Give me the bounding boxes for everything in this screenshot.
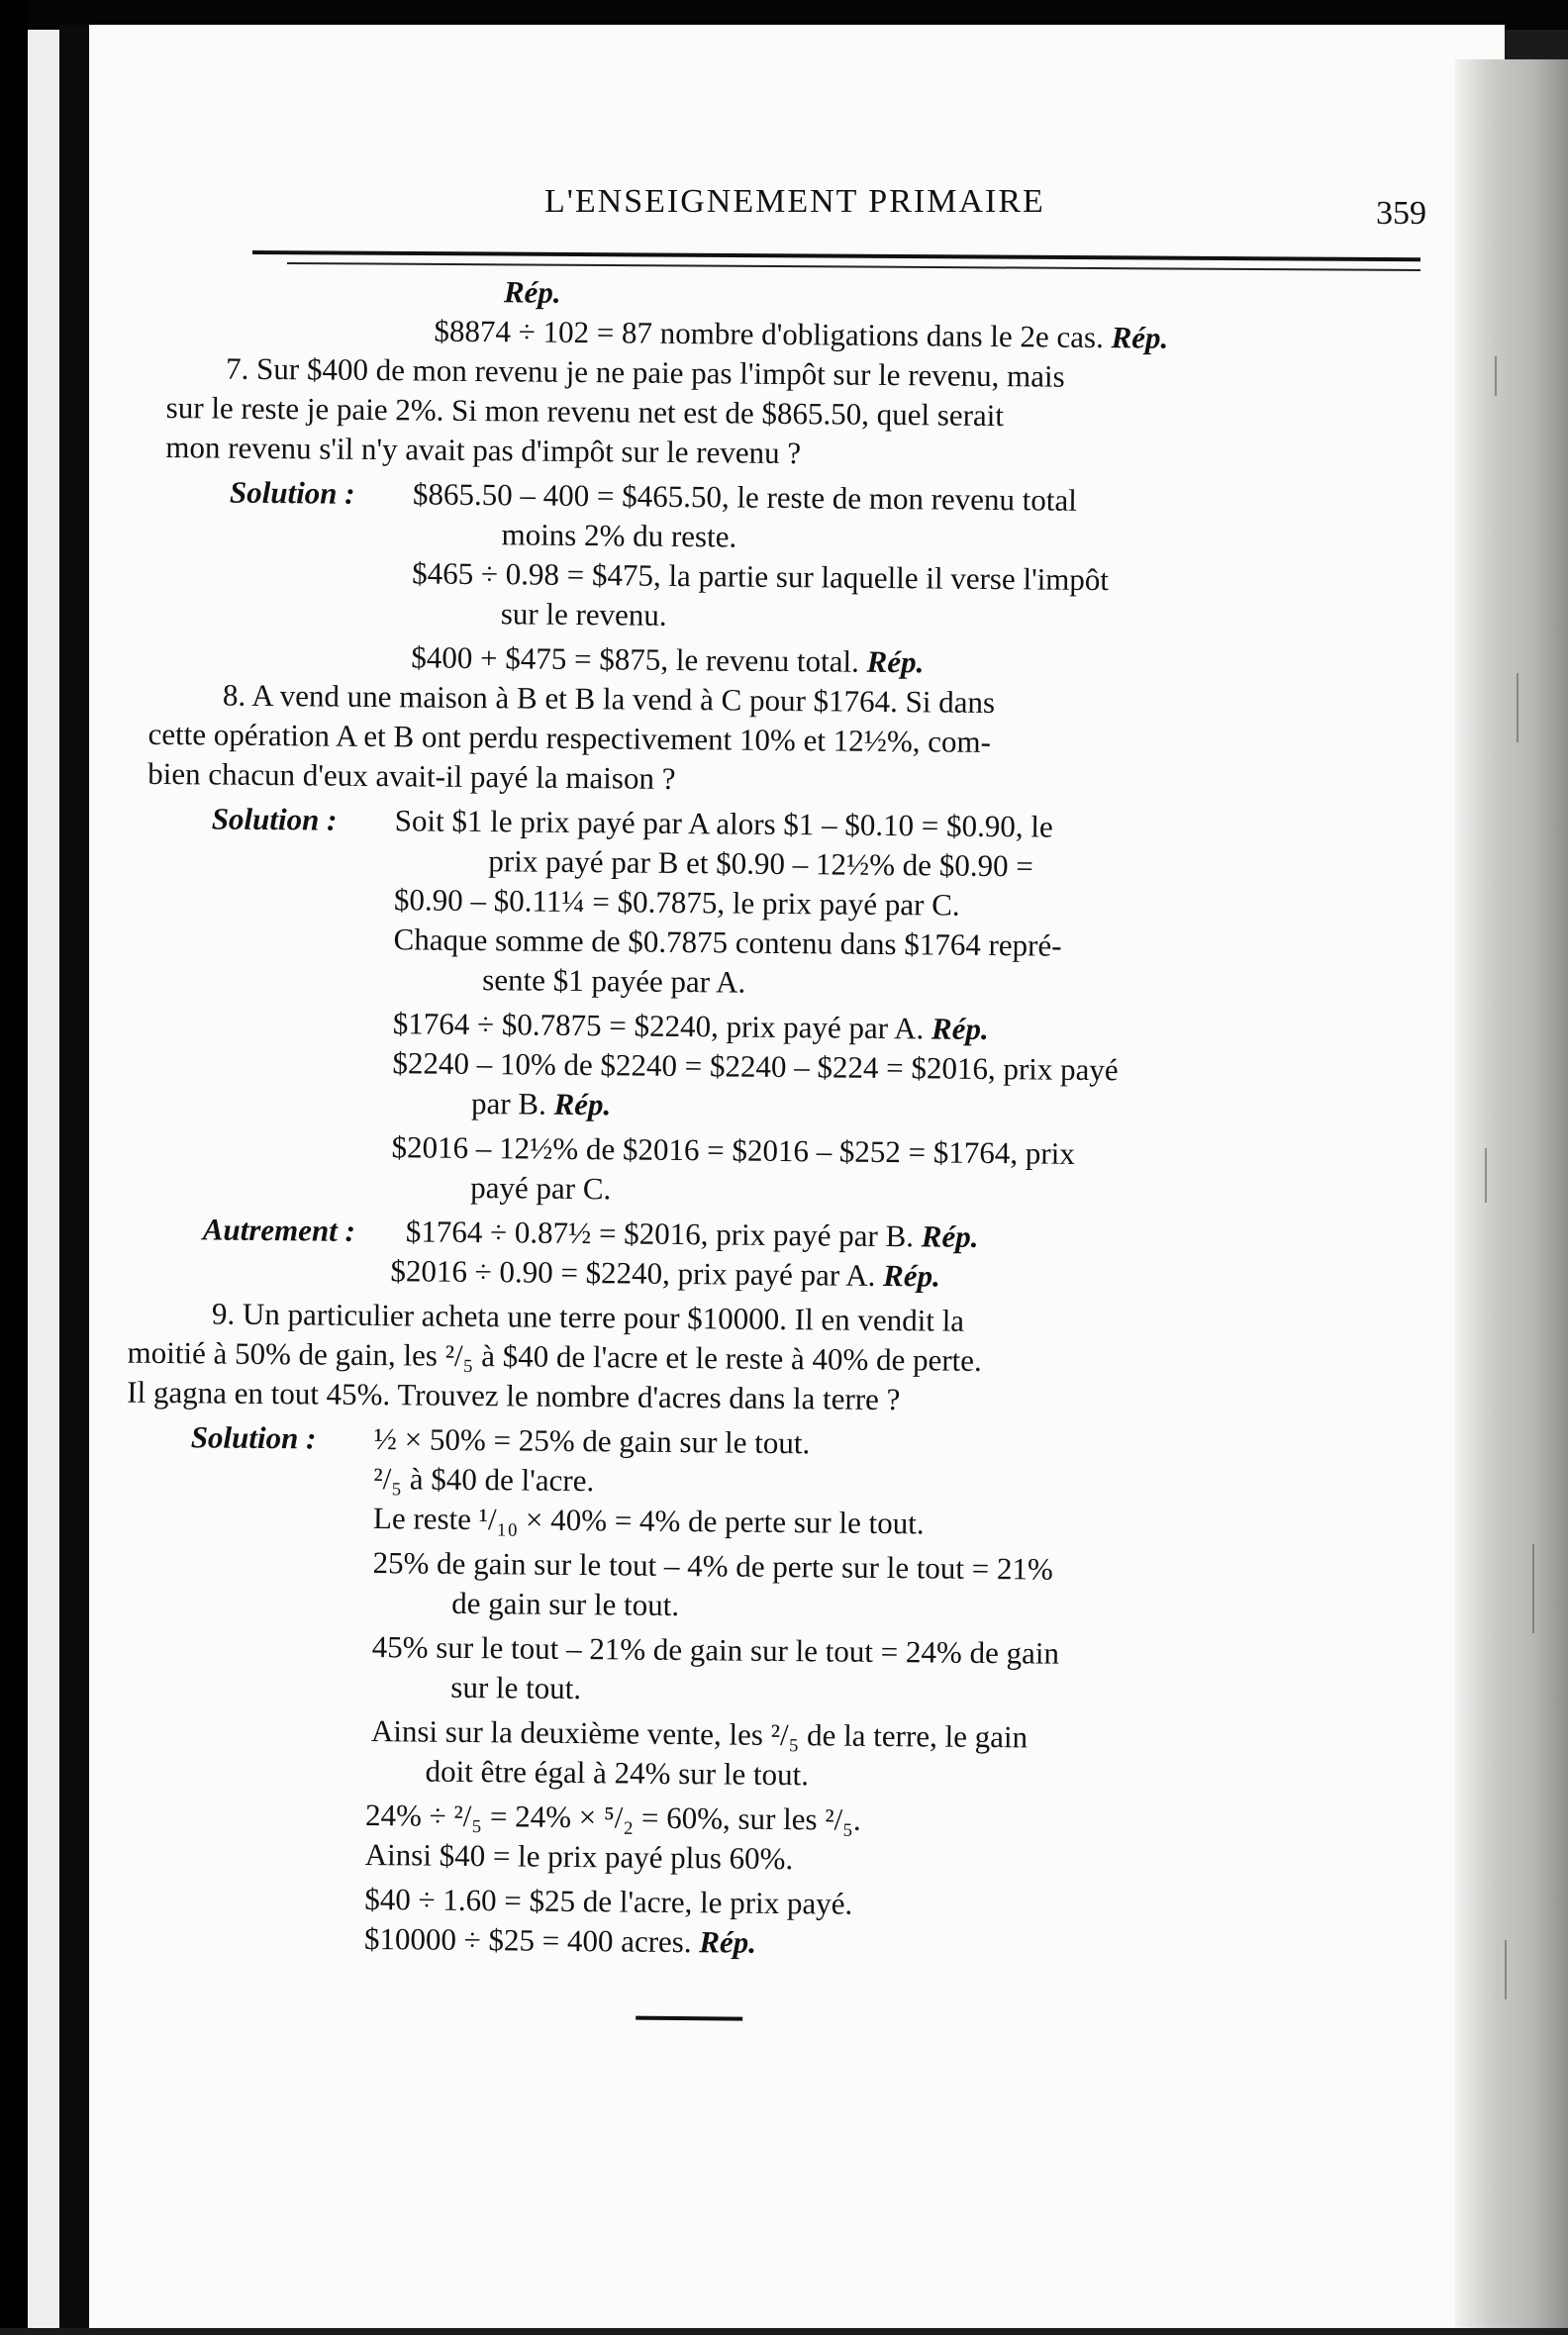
line-text: $40 ÷ 1.60 = $25 de l'acre, le prix payé. <box>364 1882 852 1921</box>
facing-page-edge <box>28 30 59 2328</box>
line-text: 8. A vend une maison à B et B la vend à C pour $1764. Si dans <box>223 678 995 720</box>
line-text: Ainsi sur la deuxième vente, les ²/₅ de la terre, le gain <box>371 1713 1028 1754</box>
line-label: Solution : <box>191 1419 374 1457</box>
line-text: $2240 – 10% de $2240 = $2240 – $224 = $2016, prix payé <box>392 1045 1119 1087</box>
line-text: de gain sur le tout. <box>451 1586 679 1622</box>
text-line <box>501 517 736 554</box>
line-text: doit être égal à 24% sur le tout. <box>425 1754 809 1793</box>
line-text: $10000 ÷ $25 = 400 acres. <box>364 1921 700 1959</box>
text-line <box>488 843 1033 884</box>
line-text: Il gagna en tout 45%. Trouvez le nombre d'acres dans la terre ? <box>127 1375 901 1416</box>
page-edge-speck <box>1532 1544 1534 1633</box>
text-line <box>364 1921 756 1961</box>
line-text: par B. <box>471 1086 554 1121</box>
line-label: Solution : <box>230 475 413 513</box>
line-text: $8874 ÷ 102 = 87 nombre d'obligations dans le 2e cas. <box>434 314 1111 355</box>
line-text: bien chacun d'eux avait-il payé la maison ? <box>147 756 676 796</box>
line-text: payé par C. <box>470 1170 611 1206</box>
answer-marker: Rép. <box>866 644 924 680</box>
text-line <box>203 1212 979 1255</box>
text-line <box>450 1670 581 1706</box>
running-head: L'ENSEIGNEMENT PRIMAIRE <box>544 183 1045 221</box>
line-label: Solution : <box>212 801 395 838</box>
text-line <box>373 1461 594 1499</box>
line-text: $1764 ÷ $0.7875 = $2240, prix payé par A. <box>393 1006 932 1045</box>
text-line <box>393 1006 989 1047</box>
line-text: $0.90 – $0.11¼ = $0.7875, le prix payé par C. <box>394 882 960 922</box>
line-text: Soit $1 le prix payé par A alors $1 – $0.10 = $0.90, le <box>395 803 1053 843</box>
line-text: ²/₅ à $40 de l'acre. <box>373 1461 594 1498</box>
line-text: sur le tout. <box>450 1670 581 1705</box>
text-line <box>223 678 995 721</box>
line-text: Chaque somme de $0.7875 contenu dans $1764 repré- <box>393 922 1061 962</box>
line-text: $865.50 – 400 = $465.50, le reste de mon revenu total <box>413 476 1077 517</box>
answer-marker: Rép. <box>504 274 561 310</box>
text-line <box>166 390 1005 434</box>
text-line <box>470 1170 611 1207</box>
line-text: 7. Sur $400 de mon revenu je ne paie pas l'impôt sur le revenu, mais <box>226 351 1065 394</box>
text-line <box>391 1129 1075 1172</box>
line-text: 25% de gain sur le tout – 4% de perte sur le tout = 21% <box>372 1545 1053 1587</box>
scan-left-border <box>0 0 28 2328</box>
text-line <box>412 555 1109 598</box>
page-stack-edge <box>1455 59 1568 2328</box>
line-text: prix payé par B et $0.90 – 12½% de $0.90 = <box>488 843 1033 883</box>
text-line <box>392 1045 1119 1088</box>
answer-marker: Rép. <box>931 1011 989 1046</box>
text-line <box>147 756 676 797</box>
text-line <box>434 314 1168 356</box>
text-line <box>425 1754 809 1794</box>
page-number: 359 <box>1376 195 1426 233</box>
line-text: Le reste ¹/₁₀ × 40% = 4% de perte sur le tout. <box>373 1501 925 1540</box>
line-text: mon revenu s'il n'y avait pas d'impôt sur le revenu ? <box>165 430 801 470</box>
line-text: $2016 ÷ 0.90 = $2240, prix payé par A. <box>390 1253 883 1293</box>
line-text: 9. Un particulier acheta une terre pour $10000. Il en vendit la <box>212 1296 964 1337</box>
text-line <box>372 1629 1060 1672</box>
page-edge-speck <box>1505 1940 1507 1999</box>
line-label: Autrement : <box>203 1212 406 1249</box>
answer-marker: Rép. <box>699 1924 756 1960</box>
text-line <box>504 274 561 311</box>
text-line <box>365 1837 794 1877</box>
line-text: 45% sur le tout – 21% de gain sur le tout = 24% de gain <box>372 1629 1059 1671</box>
line-text: sur le reste je paie 2%. Si mon revenu net est de $865.50, quel serait <box>166 390 1005 433</box>
line-text: $2016 – 12½% de $2016 = $2016 – $252 = $1764, prix <box>391 1129 1075 1171</box>
text-line <box>471 1086 612 1122</box>
text-line <box>365 1798 861 1838</box>
text-line <box>226 351 1065 395</box>
text-line <box>127 1335 982 1379</box>
book-page <box>89 25 1505 2328</box>
page-edge-speck <box>1495 356 1497 396</box>
line-text: Ainsi $40 = le prix payé plus 60%. <box>365 1837 794 1876</box>
text-line <box>191 1419 811 1461</box>
answer-marker: Rép. <box>553 1087 611 1122</box>
text-line <box>372 1545 1053 1588</box>
answer-marker: Rép. <box>1111 320 1168 355</box>
text-line <box>411 639 924 680</box>
line-text: 24% ÷ ²/₅ = 24% × ⁵/₂ = 60%, sur les ²/₅. <box>365 1798 861 1837</box>
text-line <box>165 430 801 471</box>
text-line <box>212 801 1053 844</box>
text-line <box>230 475 1077 519</box>
line-text: moitié à 50% de gain, les ²/₅ à $40 de l'acre et le reste à 40% de perte. <box>127 1335 981 1378</box>
line-text: $400 + $475 = $875, le revenu total. <box>411 639 867 678</box>
line-text: sente $1 payée par A. <box>482 962 745 1000</box>
line-text: $465 ÷ 0.98 = $475, la partie sur laquelle il verse l'impôt <box>412 555 1109 597</box>
page-body <box>78 18 1516 2335</box>
text-line <box>364 1882 852 1922</box>
line-text: $1764 ÷ 0.87½ = $2016, prix payé par B. <box>406 1214 922 1253</box>
page-edge-speck <box>1485 1148 1487 1203</box>
answer-marker: Rép. <box>922 1218 979 1254</box>
text-line <box>393 922 1061 963</box>
answer-marker: Rép. <box>883 1258 940 1294</box>
page-edge-speck <box>1517 673 1519 742</box>
line-text: ½ × 50% = 25% de gain sur le tout. <box>374 1421 811 1460</box>
text-line <box>127 1375 901 1417</box>
text-line <box>451 1586 679 1623</box>
line-text: sur le revenu. <box>501 596 667 632</box>
text-line <box>394 882 960 923</box>
text-line <box>212 1296 964 1338</box>
text-line <box>390 1253 940 1294</box>
text-line <box>147 717 991 760</box>
text-line <box>371 1713 1028 1755</box>
text-line <box>501 596 667 633</box>
section-end-rule <box>636 2016 742 2021</box>
text-line <box>482 962 745 1001</box>
line-text: moins 2% du reste. <box>501 517 736 553</box>
text-line <box>373 1501 925 1541</box>
line-text: cette opération A et B ont perdu respectivement 10% et 12½%, com- <box>147 717 991 759</box>
